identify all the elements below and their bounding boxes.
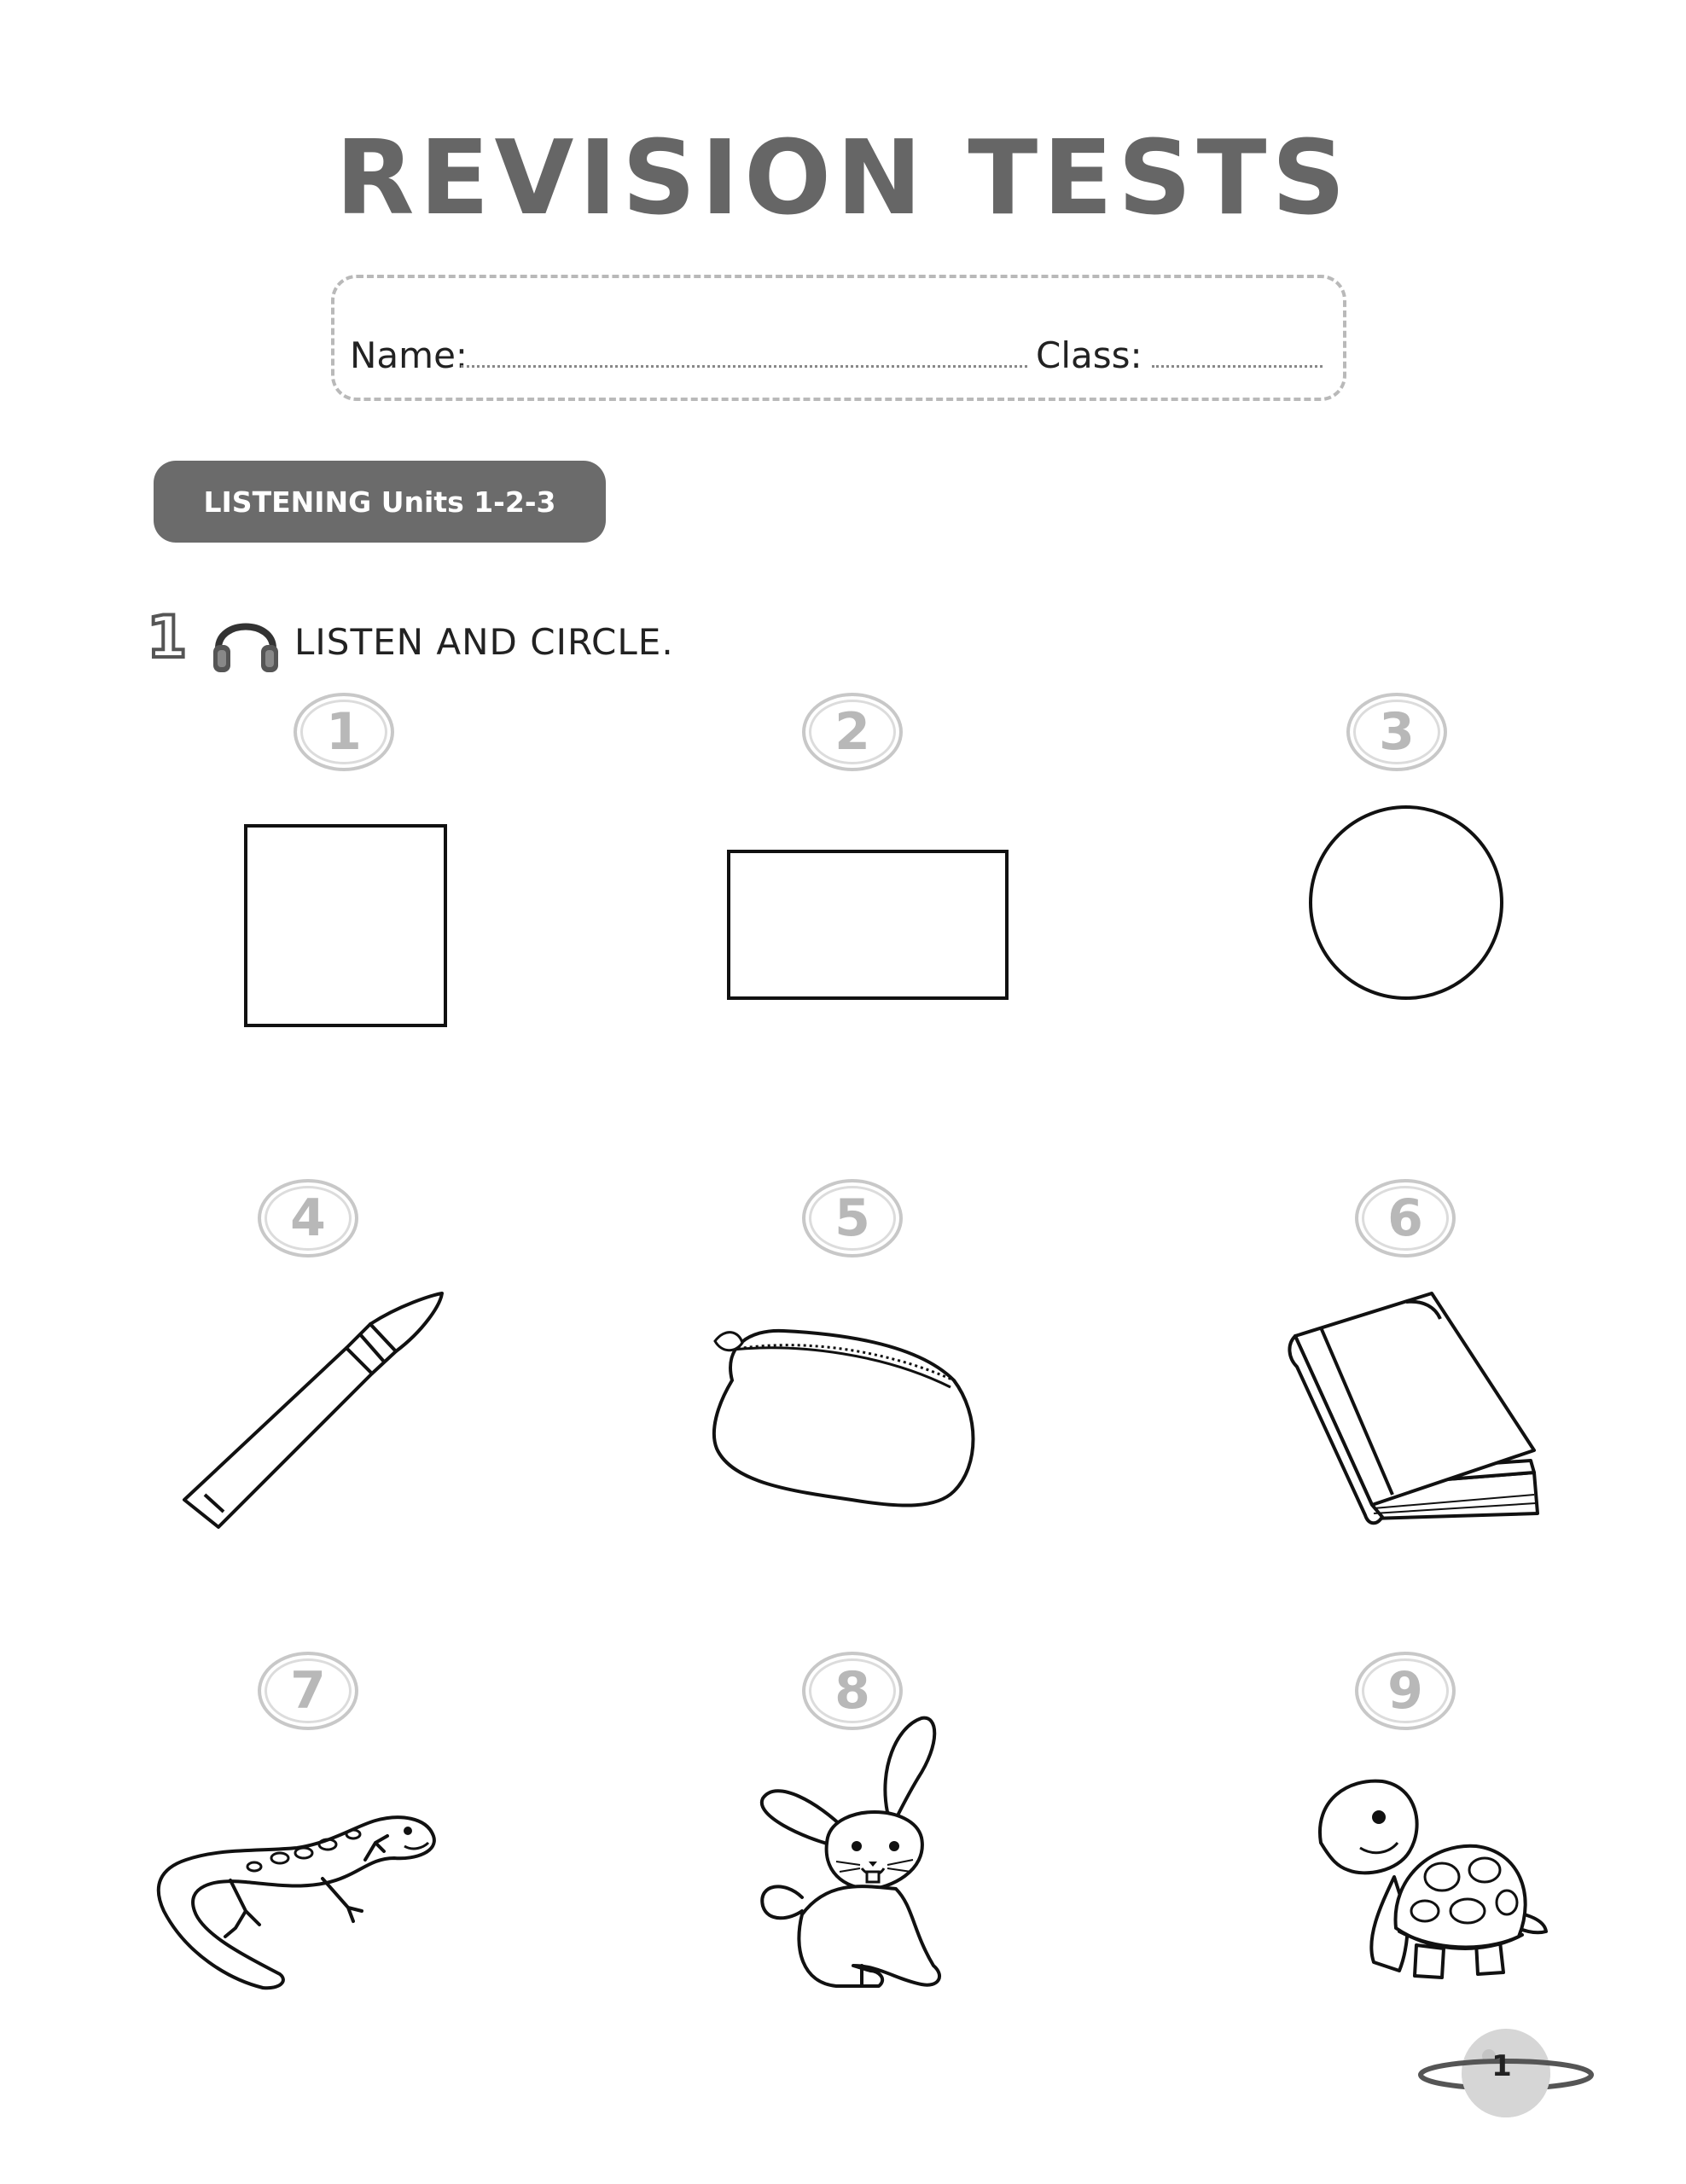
rabbit-picture[interactable] xyxy=(751,1710,981,1996)
name-class-box xyxy=(331,275,1346,401)
item-number-badge: 4 xyxy=(258,1179,358,1258)
pen-picture[interactable] xyxy=(167,1280,457,1536)
page-number: 1 xyxy=(1491,2049,1512,2083)
exercise-instruction: LISTEN AND CIRCLE. xyxy=(294,621,674,663)
section-badge: LISTENING Units 1-2-3 xyxy=(154,461,606,543)
square-picture[interactable] xyxy=(239,819,452,1032)
rectangle-picture[interactable] xyxy=(724,846,1014,1005)
pencil-case-picture[interactable] xyxy=(698,1312,988,1517)
name-field[interactable] xyxy=(461,365,1027,368)
item-number-badge: 3 xyxy=(1346,693,1447,771)
class-label: Class: xyxy=(1036,334,1142,376)
exercise-number: 1 xyxy=(147,604,188,671)
turtle-picture[interactable] xyxy=(1314,1774,1553,1988)
page-title: REVISION TESTS xyxy=(335,119,1351,238)
item-number-badge: 8 xyxy=(802,1652,903,1730)
item-number-badge: 7 xyxy=(258,1652,358,1730)
item-number-badge: 5 xyxy=(802,1179,903,1258)
circle-picture[interactable] xyxy=(1305,802,1507,1003)
lizard-picture[interactable] xyxy=(152,1766,442,1996)
book-picture[interactable] xyxy=(1278,1285,1551,1532)
item-number-badge: 1 xyxy=(294,693,394,771)
name-label: Name: xyxy=(350,334,468,376)
headphones-icon xyxy=(210,607,282,676)
item-number-badge: 6 xyxy=(1355,1179,1456,1258)
item-number-badge: 9 xyxy=(1355,1652,1456,1730)
item-number-badge: 2 xyxy=(802,693,903,771)
class-field[interactable] xyxy=(1152,365,1323,368)
